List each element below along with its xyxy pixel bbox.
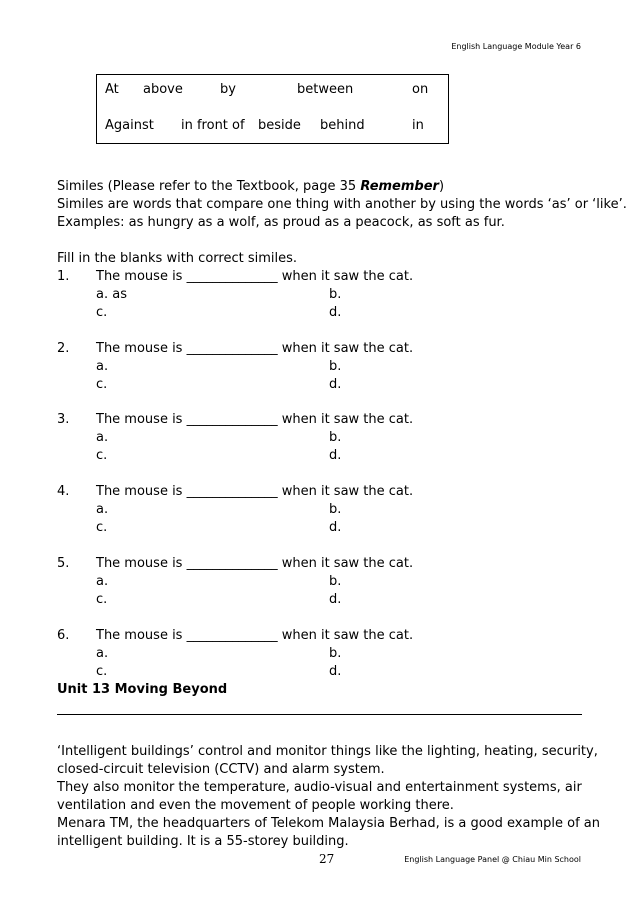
- option-d: d.: [329, 377, 342, 392]
- passage-line: closed-circuit television (CCTV) and alarm system.: [57, 762, 385, 777]
- question-number: 3.: [57, 412, 70, 427]
- option-d: d.: [329, 592, 342, 607]
- option-a: a.: [96, 646, 109, 661]
- word-box-item: in front of: [181, 118, 245, 133]
- question-number: 5.: [57, 556, 70, 571]
- module-header: English Language Module Year 6: [451, 42, 581, 51]
- option-b: b.: [329, 646, 342, 661]
- option-c: c.: [96, 448, 108, 463]
- page-number: 27: [319, 852, 335, 866]
- option-b: b.: [329, 359, 342, 374]
- question-stem: The mouse is ______________ when it saw the cat.: [96, 269, 414, 284]
- similes-examples: Examples: as hungry as a wolf, as proud as a peacock, as soft as fur.: [57, 215, 505, 230]
- word-box-item: above: [143, 82, 183, 97]
- question-stem: The mouse is ______________ when it saw the cat.: [96, 341, 414, 356]
- word-box-item: Against: [105, 118, 154, 133]
- similes-heading-suffix: ): [438, 179, 445, 194]
- word-box-item: by: [220, 82, 236, 97]
- question-number: 4.: [57, 484, 70, 499]
- word-box-item: At: [105, 82, 119, 97]
- question-number: 1.: [57, 269, 70, 284]
- option-c: c.: [96, 520, 108, 535]
- similes-heading-em: Remember: [360, 179, 439, 194]
- question-stem: The mouse is ______________ when it saw the cat.: [96, 628, 414, 643]
- question-stem: The mouse is ______________ when it saw the cat.: [96, 412, 414, 427]
- option-c: c.: [96, 377, 108, 392]
- option-b: b.: [329, 287, 342, 302]
- similes-heading: [57, 178, 444, 196]
- passage-line: Menara TM, the headquarters of Telekom Malaysia Berhad, is a good example of an: [57, 816, 600, 831]
- footer-credit: English Language Panel @ Chiau Min School: [404, 855, 581, 864]
- question-stem: The mouse is ______________ when it saw the cat.: [96, 556, 414, 571]
- similes-instruction: Fill in the blanks with correct similes.: [57, 251, 297, 266]
- option-a: a. as: [96, 287, 127, 302]
- word-box-item: behind: [320, 118, 365, 133]
- option-a: a.: [96, 430, 109, 445]
- option-a: a.: [96, 359, 109, 374]
- passage-line: intelligent building. It is a 55-storey building.: [57, 834, 349, 849]
- divider-line: [57, 714, 582, 715]
- word-box-item: between: [297, 82, 354, 97]
- question-stem: The mouse is ______________ when it saw the cat.: [96, 484, 414, 499]
- option-a: a.: [96, 574, 109, 589]
- option-c: c.: [96, 664, 108, 679]
- option-d: d.: [329, 448, 342, 463]
- word-box-item: beside: [258, 118, 301, 133]
- word-box-item: on: [412, 82, 429, 97]
- option-c: c.: [96, 592, 108, 607]
- unit-title: Unit 13 Moving Beyond: [57, 682, 228, 697]
- option-b: b.: [329, 502, 342, 517]
- word-box-item: in: [412, 118, 424, 133]
- option-d: d.: [329, 305, 342, 320]
- similes-definition: Similes are words that compare one thing with another by using the words ‘as’ or ‘like’.: [57, 197, 627, 212]
- passage-line: They also monitor the temperature, audio-visual and entertainment systems, air: [57, 780, 582, 795]
- question-number: 2.: [57, 341, 70, 356]
- option-a: a.: [96, 502, 109, 517]
- similes-heading-prefix: Similes (Please refer to the Textbook, page 35: [57, 179, 361, 194]
- option-d: d.: [329, 520, 342, 535]
- option-d: d.: [329, 664, 342, 679]
- passage-line: ‘Intelligent buildings’ control and monitor things like the lighting, heating, security,: [57, 744, 598, 759]
- option-b: b.: [329, 430, 342, 445]
- question-number: 6.: [57, 628, 70, 643]
- option-b: b.: [329, 574, 342, 589]
- option-c: c.: [96, 305, 108, 320]
- passage-line: ventilation and even the movement of people working there.: [57, 798, 454, 813]
